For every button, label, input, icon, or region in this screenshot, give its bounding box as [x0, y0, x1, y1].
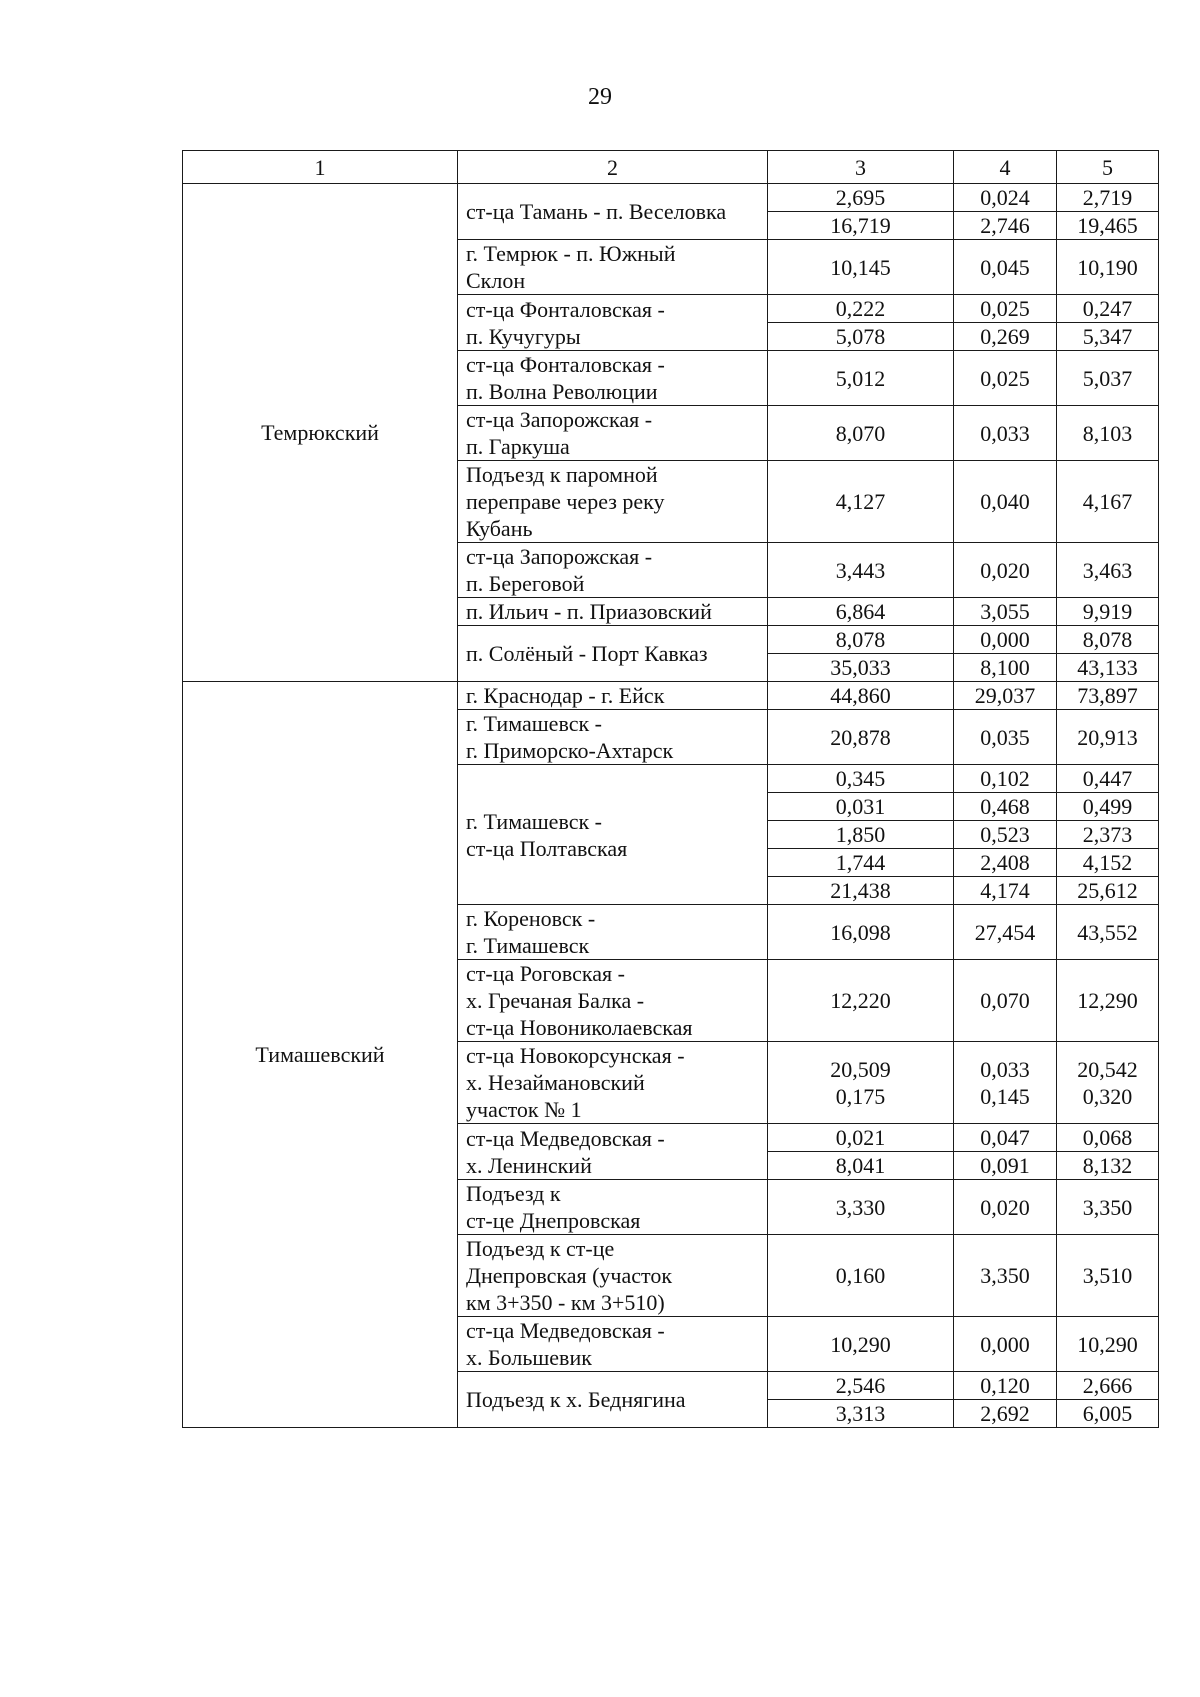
value-col-4: 2,408	[954, 849, 1057, 877]
value-col-5: 73,897	[1057, 682, 1159, 710]
header-col-4: 4	[954, 151, 1057, 184]
stacked-value: 0,175	[835, 1083, 886, 1109]
value-col-5: 43,552	[1057, 905, 1159, 960]
value-col-4: 0,033	[954, 406, 1057, 461]
value-col-5: 4,167	[1057, 461, 1159, 543]
roads-table	[182, 150, 1159, 1428]
road-name	[458, 406, 768, 461]
district-name: Тимашевский	[183, 682, 458, 1428]
value-col-3: 1,744	[768, 849, 954, 877]
value-col-5: 8,078	[1057, 626, 1159, 654]
road-name-line: переправе через реку	[466, 489, 665, 514]
road-name-line: ст-ца Медведовская -	[466, 1125, 665, 1151]
value-col-3: 10,145	[768, 240, 954, 295]
value-col-5: 12,290	[1057, 960, 1159, 1042]
value-col-4: 0,047	[954, 1124, 1057, 1152]
road-name-line: Кубань	[466, 516, 533, 541]
road-name-line: участок № 1	[466, 1097, 582, 1122]
value-col-4	[954, 1042, 1057, 1124]
road-name-line: п. Ильич - п. Приазовский	[466, 599, 712, 624]
road-name-line: г. Тимашевск -	[466, 808, 602, 834]
value-col-5: 0,499	[1057, 793, 1159, 821]
road-name	[458, 1317, 768, 1372]
value-col-5: 3,510	[1057, 1235, 1159, 1317]
value-col-5: 8,103	[1057, 406, 1159, 461]
header-col-3: 3	[768, 151, 954, 184]
road-name-line: п. Волна Революции	[466, 379, 658, 404]
value-col-4: 0,523	[954, 821, 1057, 849]
value-col-3: 2,695	[768, 184, 954, 212]
table-row	[183, 184, 1159, 212]
value-col-3: 20,878	[768, 710, 954, 765]
value-col-3: 0,222	[768, 295, 954, 323]
table-row	[183, 682, 1159, 710]
road-name-line: Днепровская (участок	[466, 1263, 673, 1288]
value-col-3: 44,860	[768, 682, 954, 710]
road-name-line: км 3+350 - км 3+510)	[466, 1290, 665, 1315]
page-number: 29	[588, 84, 612, 110]
road-name	[458, 351, 768, 406]
road-name-line: ст-це Днепровская	[466, 1208, 641, 1233]
stacked-value: 0,320	[1082, 1083, 1133, 1109]
value-col-4: 0,000	[954, 626, 1057, 654]
value-col-3: 0,021	[768, 1124, 954, 1152]
value-col-5: 10,190	[1057, 240, 1159, 295]
value-col-5: 19,465	[1057, 212, 1159, 240]
value-col-3: 10,290	[768, 1317, 954, 1372]
value-col-5: 0,247	[1057, 295, 1159, 323]
value-col-3: 0,345	[768, 765, 954, 793]
value-col-5: 4,152	[1057, 849, 1159, 877]
value-col-5: 6,005	[1057, 1400, 1159, 1428]
road-name	[458, 710, 768, 765]
value-col-4: 0,091	[954, 1152, 1057, 1180]
header-col-5: 5	[1057, 151, 1159, 184]
header-col-2: 2	[458, 151, 768, 184]
value-col-3: 5,012	[768, 351, 954, 406]
value-col-3: 1,850	[768, 821, 954, 849]
road-name-line: г. Тимашевск -	[466, 711, 602, 736]
value-col-3: 0,031	[768, 793, 954, 821]
value-col-4: 0,020	[954, 1180, 1057, 1235]
value-col-5: 25,612	[1057, 877, 1159, 905]
header-row	[183, 151, 1159, 184]
value-col-4: 0,035	[954, 710, 1057, 765]
value-col-3	[768, 1042, 954, 1124]
value-col-4: 29,037	[954, 682, 1057, 710]
value-col-4: 0,024	[954, 184, 1057, 212]
value-col-4: 27,454	[954, 905, 1057, 960]
value-col-5: 10,290	[1057, 1317, 1159, 1372]
value-col-4: 0,025	[954, 351, 1057, 406]
value-col-4: 0,102	[954, 765, 1057, 793]
stacked-value: 20,542	[1077, 1056, 1138, 1082]
road-name-line: г. Приморско-Ахтарск	[466, 738, 674, 763]
value-col-3: 35,033	[768, 654, 954, 682]
value-col-4: 0,025	[954, 295, 1057, 323]
road-name	[458, 295, 768, 351]
value-col-3: 2,546	[768, 1372, 954, 1400]
value-col-5: 5,347	[1057, 323, 1159, 351]
road-name-line: г. Краснодар - г. Ейск	[466, 683, 665, 708]
road-name-line: ст-ца Новониколаевская	[466, 1015, 693, 1040]
value-col-3: 8,041	[768, 1152, 954, 1180]
road-name-line: х. Ленинский	[466, 1152, 592, 1178]
value-col-3: 0,160	[768, 1235, 954, 1317]
value-col-3: 3,313	[768, 1400, 954, 1428]
value-col-4: 0,468	[954, 793, 1057, 821]
value-col-4: 0,269	[954, 323, 1057, 351]
road-name	[458, 960, 768, 1042]
road-name-line: г. Кореновск -	[466, 906, 596, 931]
value-col-4: 8,100	[954, 654, 1057, 682]
value-col-5: 5,037	[1057, 351, 1159, 406]
road-name-line: ст-ца Запорожская -	[466, 407, 653, 432]
road-name-line: ст-ца Тамань - п. Веселовка	[466, 199, 727, 224]
value-col-4: 0,020	[954, 543, 1057, 598]
road-name-line: Подъезд к паромной	[466, 462, 658, 487]
value-col-5: 20,913	[1057, 710, 1159, 765]
stacked-value: 20,509	[830, 1056, 891, 1082]
value-col-5	[1057, 1042, 1159, 1124]
road-name-line: Подъезд к ст-це	[466, 1236, 615, 1261]
value-col-3: 8,078	[768, 626, 954, 654]
road-name-line: ст-ца Роговская -	[466, 961, 625, 986]
value-col-3: 12,220	[768, 960, 954, 1042]
road-name-line: ст-ца Фонталовская -	[466, 296, 665, 322]
road-name-line: ст-ца Медведовская -	[466, 1318, 665, 1343]
road-name-line: п. Солёный - Порт Кавказ	[466, 641, 708, 666]
road-name	[458, 765, 768, 905]
value-col-4: 2,746	[954, 212, 1057, 240]
value-col-5: 0,447	[1057, 765, 1159, 793]
road-name-line: п. Береговой	[466, 571, 585, 596]
road-name	[458, 682, 768, 710]
value-col-3: 3,330	[768, 1180, 954, 1235]
road-name	[458, 1124, 768, 1180]
value-col-5: 3,463	[1057, 543, 1159, 598]
road-name-line: ст-ца Фонталовская -	[466, 352, 665, 377]
road-name	[458, 240, 768, 295]
value-col-3: 3,443	[768, 543, 954, 598]
value-col-4: 2,692	[954, 1400, 1057, 1428]
road-name-line: п. Гаркуша	[466, 434, 570, 459]
road-name-line: п. Кучугуры	[466, 323, 581, 349]
road-name	[458, 461, 768, 543]
value-col-5: 0,068	[1057, 1124, 1159, 1152]
header-col-1: 1	[183, 151, 458, 184]
stacked-value: 0,033	[980, 1056, 1030, 1082]
road-name	[458, 184, 768, 240]
value-col-5: 43,133	[1057, 654, 1159, 682]
value-col-5: 3,350	[1057, 1180, 1159, 1235]
road-name	[458, 543, 768, 598]
value-col-5: 2,666	[1057, 1372, 1159, 1400]
table-body	[183, 184, 1159, 1428]
value-col-4: 3,055	[954, 598, 1057, 626]
value-col-4: 0,120	[954, 1372, 1057, 1400]
road-name-line: Подъезд к х. Беднягина	[466, 1387, 686, 1412]
road-name	[458, 598, 768, 626]
road-name-line: Подъезд к	[466, 1181, 561, 1206]
road-name	[458, 1180, 768, 1235]
value-col-5: 2,373	[1057, 821, 1159, 849]
value-col-5: 2,719	[1057, 184, 1159, 212]
road-name	[458, 626, 768, 682]
road-name-line: г. Тимашевск	[466, 933, 590, 958]
value-col-3: 16,719	[768, 212, 954, 240]
road-name-line: Склон	[466, 268, 526, 293]
district-name: Темрюкский	[183, 184, 458, 682]
road-name-line: ст-ца Запорожская -	[466, 544, 653, 569]
road-name-line: х. Незаймановский	[466, 1070, 645, 1095]
road-name	[458, 1042, 768, 1124]
value-col-3: 6,864	[768, 598, 954, 626]
value-col-4: 0,000	[954, 1317, 1057, 1372]
road-name	[458, 905, 768, 960]
value-col-5: 8,132	[1057, 1152, 1159, 1180]
road-name-line: х. Большевик	[466, 1345, 592, 1370]
value-col-4: 4,174	[954, 877, 1057, 905]
stacked-value: 0,145	[980, 1083, 1030, 1109]
road-name-line: ст-ца Полтавская	[466, 835, 628, 861]
value-col-3: 16,098	[768, 905, 954, 960]
value-col-3: 4,127	[768, 461, 954, 543]
value-col-3: 8,070	[768, 406, 954, 461]
value-col-3: 21,438	[768, 877, 954, 905]
road-name-line: ст-ца Новокорсунская -	[466, 1043, 685, 1068]
value-col-4: 0,040	[954, 461, 1057, 543]
road-name	[458, 1235, 768, 1317]
road-name-line: г. Темрюк - п. Южный	[466, 241, 676, 266]
road-name	[458, 1372, 768, 1428]
value-col-3: 5,078	[768, 323, 954, 351]
value-col-5: 9,919	[1057, 598, 1159, 626]
value-col-4: 3,350	[954, 1235, 1057, 1317]
value-col-4: 0,070	[954, 960, 1057, 1042]
road-name-line: х. Гречаная Балка -	[466, 988, 645, 1013]
value-col-4: 0,045	[954, 240, 1057, 295]
